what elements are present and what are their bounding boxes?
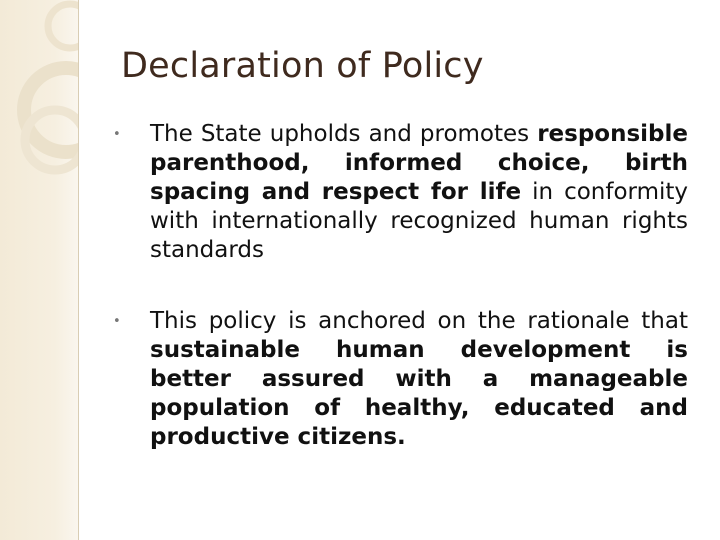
bullet-text-bold: sustainable human development is better assured with a manageable population of healthy, educated and productive citizens.	[150, 337, 688, 450]
decorative-side-band	[0, 0, 78, 540]
bullet-marker: •	[113, 127, 121, 142]
side-band-divider	[78, 0, 79, 540]
bullet-list	[113, 120, 688, 452]
slide-title: Declaration of Policy	[121, 46, 484, 86]
bullet-text-bold: responsible parenthood, informed choice, birth spacing and respect for life	[150, 121, 688, 205]
decorative-rings	[0, 0, 78, 540]
bullet-item	[113, 120, 688, 265]
bullet-text-plain: This policy is anchored on the rationale that	[150, 308, 688, 334]
bullet-text-plain: in conformity with internationally recognized human rights standards	[150, 179, 689, 263]
bullet-text-plain: The State upholds and promotes	[150, 121, 538, 147]
bullet-item	[113, 307, 688, 452]
bullet-marker: •	[113, 314, 121, 329]
